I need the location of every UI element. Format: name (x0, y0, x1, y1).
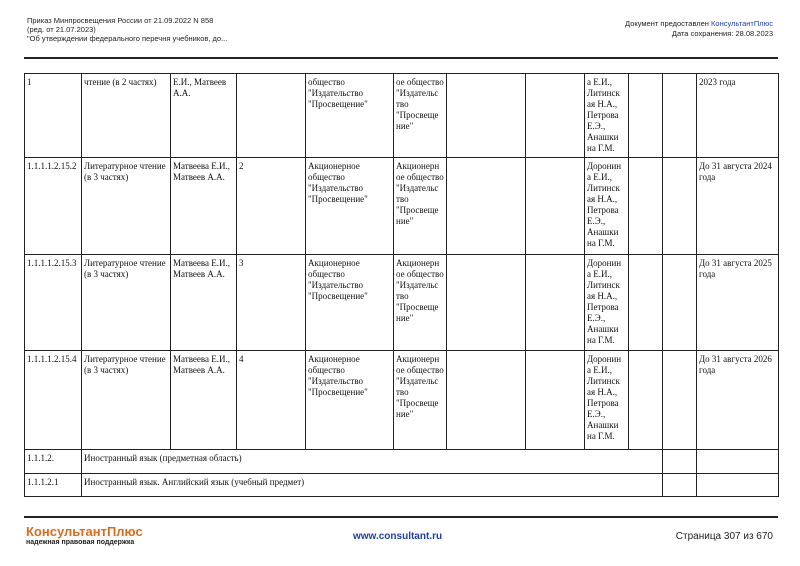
table-cell: Матвеева Е.И., Матвеев А.А. (171, 351, 237, 450)
save-date: Дата сохранения: 28.08.2023 (671, 29, 773, 38)
footer-divider (24, 516, 778, 518)
section-title: Иностранный язык. Английский язык (учебный предмет) (82, 474, 663, 497)
table-cell (697, 474, 779, 497)
table-row (25, 255, 779, 351)
table-cell: 1 (25, 74, 82, 158)
table-cell: 1.1.1.1.2.15.2 (25, 158, 82, 255)
table-cell (447, 255, 526, 351)
table-cell: Акционерное общество "Издательство "Просвещение" (306, 158, 394, 255)
table-cell (663, 74, 697, 158)
table-cell (629, 158, 663, 255)
table-cell: Матвеева Е.И., Матвеев А.А. (171, 158, 237, 255)
section-title: Иностранный язык (предметная область) (82, 450, 663, 474)
page-number: Страница 307 из 670 (675, 531, 773, 542)
consultant-logo (26, 524, 143, 546)
table-cell: общество "Издательство "Просвещение" (306, 74, 394, 158)
table-cell: Акционерное общество "Издательство "Просвещение" (306, 351, 394, 450)
table-cell: чтение (в 2 частях) (82, 74, 171, 158)
header-divider (24, 57, 778, 59)
table-cell (447, 351, 526, 450)
table-cell: Литературное чтение (в 3 частях) (82, 255, 171, 351)
table-cell: 1.1.1.1.2.15.3 (25, 255, 82, 351)
table-cell (629, 255, 663, 351)
table-cell: Доронин а Е.И., Литинск ая Н.А., Петрова Е.Э., Анашки на Г.М. (585, 255, 629, 351)
table-cell: До 31 августа 2025 года (697, 255, 779, 351)
table-row (25, 158, 779, 255)
site-link[interactable]: www.consultant.ru (353, 531, 443, 542)
table-cell (447, 158, 526, 255)
table-cell: Литературное чтение (в 3 частях) (82, 351, 171, 450)
table-cell (526, 351, 585, 450)
table-cell (697, 450, 779, 474)
table-cell (526, 255, 585, 351)
table-cell: 2 (237, 158, 306, 255)
logo-text: КонсультантПлюс (26, 524, 143, 539)
table-row (25, 351, 779, 450)
table-cell: Акционерн ое общество "Издательс тво "Просвеще ние" (394, 255, 447, 351)
table-cell: а Е.И., Литинск ая Н.А., Петрова Е.Э., Анашки на Г.М. (585, 74, 629, 158)
table-cell: Акционерное общество "Издательство "Просвещение" (306, 255, 394, 351)
table-cell: Доронин а Е.И., Литинск ая Н.А., Петрова Е.Э., Анашки на Г.М. (585, 158, 629, 255)
section-row (25, 474, 779, 497)
provided-label: Документ предоставлен (625, 19, 712, 28)
table-cell (526, 74, 585, 158)
table-row (25, 74, 779, 158)
table-cell: Акционерн ое общество "Издательс тво "Просвеще ние" (394, 158, 447, 255)
title-line: (ред. от 21.07.2023) (27, 25, 96, 34)
table-cell: 4 (237, 351, 306, 450)
title-line: "Об утверждении федерального перечня учебников, до... (27, 34, 228, 43)
section-code: 1.1.1.2.1 (25, 474, 82, 497)
table-cell: До 31 августа 2026 года (697, 351, 779, 450)
brand-link[interactable]: КонсультантПлюс (711, 19, 773, 28)
table-cell: Е.И., Матвеев А.А. (171, 74, 237, 158)
table-cell: 2023 года (697, 74, 779, 158)
table-cell (663, 158, 697, 255)
table-cell (629, 74, 663, 158)
table-cell: Матвеева Е.И., Матвеев А.А. (171, 255, 237, 351)
table-cell (629, 351, 663, 450)
section-code: 1.1.1.2. (25, 450, 82, 474)
table-cell: До 31 августа 2024 года (697, 158, 779, 255)
table-cell: Литературное чтение (в 3 частях) (82, 158, 171, 255)
table-cell (526, 158, 585, 255)
table-cell (663, 450, 697, 474)
title-line: Приказ Минпросвещения России от 21.09.2022 N 858 (27, 16, 214, 25)
table-cell (447, 74, 526, 158)
table-cell: ое общество "Издательс тво "Просвеще ние" (394, 74, 447, 158)
table-cell: Доронин а Е.И., Литинск ая Н.А., Петрова Е.Э., Анашки на Г.М. (585, 351, 629, 450)
table-cell (663, 255, 697, 351)
table-cell (663, 351, 697, 450)
logo-tagline: надежная правовая поддержка (26, 539, 135, 546)
textbook-table (24, 73, 779, 497)
table-cell: Акционерн ое общество "Издательс тво "Просвеще ние" (394, 351, 447, 450)
table-cell (663, 474, 697, 497)
section-row (25, 450, 779, 474)
document-title (27, 16, 227, 43)
table-cell: 3 (237, 255, 306, 351)
table-cell (237, 74, 306, 158)
table-cell: 1.1.1.1.2.15.4 (25, 351, 82, 450)
provider-info (625, 19, 773, 39)
